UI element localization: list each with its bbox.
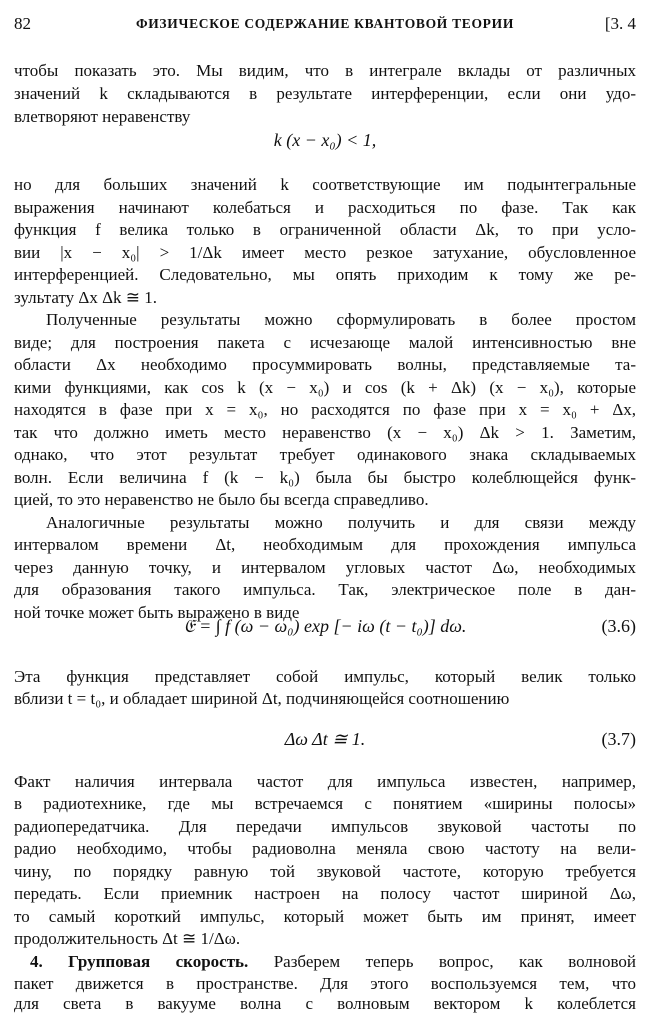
text-line: находятся в фазе при x = x₀, но расходятся по фазе при x = x₀ + Δx, <box>14 400 636 419</box>
text-line: влетворяют неравенству <box>14 107 191 126</box>
formula-expression: Δω Δt ≅ 1. <box>284 729 366 749</box>
formula-3-7 <box>14 725 636 753</box>
text-line: интерференцией. Следовательно, мы опять приходим к тому же ре- <box>14 265 636 284</box>
text-line: в радиотехнике, где мы встречаемся с понятием «ширины полосы» <box>14 794 636 813</box>
page-header <box>14 14 636 40</box>
text-line: Эта функция представляет собой импульс, который велик только <box>14 667 636 686</box>
text-line: чину, по порядку равную той звуковой частоте, которую требуется <box>14 862 636 881</box>
text-line: чтобы показать это. Мы видим, что в интеграле вклады от различных <box>14 61 636 80</box>
text-line: передать. Если приемник настроен на полосу частот шириной Δω, <box>14 884 636 903</box>
equation-number: (3.6) <box>601 616 636 636</box>
text-line: волн. Если величина f (k − k₀) была бы быстро колеблющейся функ- <box>14 468 636 487</box>
text-line: Аналогичные результаты можно получить и для связи между <box>46 513 636 532</box>
text-line: Полученные результаты можно сформулировать в более простом <box>46 310 636 329</box>
text-line: выражения начинают колебаться и расходиться по фазе. Так как <box>14 198 636 217</box>
text-line: вблизи t = t₀, и обладает шириной Δt, подчиняющейся соотношению <box>14 689 510 708</box>
text-line: кими функциями, как cos k (x − x₀) и cos (k + Δk) (x − x₀), которые <box>14 378 636 397</box>
text-line: интервалом времени Δt, необходимым для прохождения импульса <box>14 535 636 554</box>
text-line: цией, то это неравенство не было бы всегда справедливо. <box>14 490 429 509</box>
text-line: функция f велика только в ограниченной области Δk, то при усло- <box>14 220 636 239</box>
text-line: для образования такого импульса. Так, электрическое поле в дан- <box>14 580 636 599</box>
equation-number: (3.7) <box>601 729 636 749</box>
text-line: виде; для построения пакета с исчезающе малой интенсивностью вне <box>14 333 636 352</box>
text-line: области Δx необходимо просуммировать волны, представляемые та- <box>14 355 636 374</box>
text-line: вии |x − x₀| > 1/Δk имеет место резкое затухание, обусловленное <box>14 243 636 262</box>
formula-expression: 𝔈 = ∫ f (ω − ω₀) exp [− iω (t − t₀)] dω. <box>183 616 467 636</box>
text-line: значений k складываются в результате интерференции, если они удо- <box>14 84 636 103</box>
section-number: [3. 4 <box>604 14 636 33</box>
text-line: так что должно иметь место неравенство (x − x₀) Δk > 1. Заметим, <box>14 423 636 442</box>
text-line: для света в вакууме волна с волновым вектором k колеблется <box>14 994 636 1013</box>
text-line: однако, что этот результат требует одинакового знака складываемых <box>14 445 636 464</box>
text-line: ной точке может быть выражено в виде <box>14 603 300 622</box>
formula-expression: k (x − x₀) < 1, <box>273 130 377 150</box>
text-line: то самый короткий импульс, который может быть им принят, имеет <box>14 907 636 926</box>
text-line: но для больших значений k соответствующие им подынтегральные <box>14 175 636 194</box>
text-line: радио необходимо, чтобы радиоволна меняла свою частоту на вели- <box>14 839 636 858</box>
running-title: ФИЗИЧЕСКОЕ СОДЕРЖАНИЕ КВАНТОВОЙ ТЕОРИИ <box>135 16 515 31</box>
text-line: радиопередатчика. Для передачи импульсов звуковой частоты по <box>14 817 636 836</box>
formula-3-6 <box>14 612 636 640</box>
text-line: продолжительность Δt ≅ 1/Δω. <box>14 929 241 948</box>
text-line: пакет движется в пространстве. Для этого воспользуемся тем, что <box>14 974 636 993</box>
section-heading-line <box>30 951 636 974</box>
text-line: через данную точку, и интервалом угловых частот Δω, необходимых <box>14 558 636 577</box>
text-line: Факт наличия интервала частот для импульса известен, например, <box>14 772 636 791</box>
formula-inequality <box>14 126 636 154</box>
text-fragment: Разберем теперь вопрос, как волновой <box>248 952 636 971</box>
text-line: зультату Δx Δk ≅ 1. <box>14 288 158 307</box>
page-number: 82 <box>14 14 31 33</box>
section-heading: 4. Групповая скорость. <box>30 952 249 971</box>
